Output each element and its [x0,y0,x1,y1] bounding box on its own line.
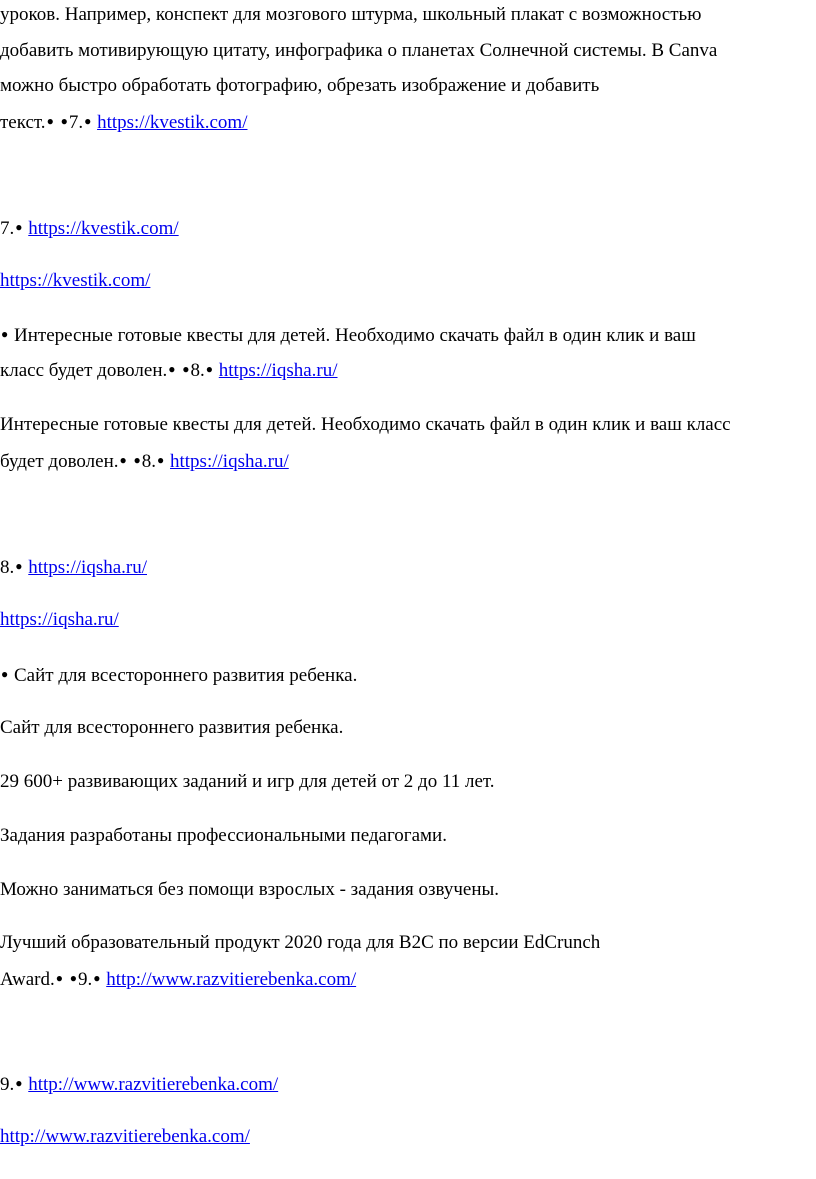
link-razvitierebenka[interactable]: http://www.razvitierebenka.com/ [106,969,357,990]
bullet-icon: ● [15,220,23,234]
paragraph-line: 29 600+ развивающих заданий и игр для детей от 2 до 11 лет. [0,771,495,792]
link-line [0,609,119,631]
bullet-icon: ● [69,971,77,985]
paragraph-line-with-link [0,967,356,991]
paragraph-line: уроков. Например, конспект для мозгового штурма, школьный плакат с возможностью [0,4,702,25]
paragraph-line: Можно заниматься без помощи взрослых - задания озвучены. [0,879,500,900]
paragraph-line-with-link [0,449,289,473]
bullet-icon: ● [15,559,23,573]
link-kvestik[interactable]: https://kvestik.com/ [0,270,151,291]
bullet-icon: ● [1,667,9,681]
list-number: 8. [141,451,156,472]
link-iqsha[interactable]: https://iqsha.ru/ [28,557,147,578]
bullet-icon: ● [15,1076,23,1090]
bullet-icon: ● [46,114,54,128]
bullet-icon: ● [168,362,176,376]
text: класс будет доволен. [0,360,168,381]
list-item [0,216,179,240]
text: текст. [0,112,46,133]
link-kvestik[interactable]: https://kvestik.com/ [28,218,179,239]
link-kvestik[interactable]: https://kvestik.com/ [97,112,248,133]
bullet-icon: ● [119,453,127,467]
link-razvitierebenka[interactable]: http://www.razvitierebenka.com/ [0,1126,250,1147]
bullet-icon: ● [205,362,214,376]
bullet-icon: ● [60,114,68,128]
link-iqsha[interactable]: https://iqsha.ru/ [0,609,119,630]
bullet-icon: ● [55,971,63,985]
bullet-line [0,323,696,347]
bullet-icon: ● [93,971,101,985]
bullet-icon: ● [84,114,92,128]
bullet-icon: ● [1,327,9,341]
bullet-icon: ● [157,453,165,467]
text: Award. [0,969,55,990]
paragraph-line-with-link [0,110,247,134]
list-number: 8. [0,557,15,578]
list-number: 7. [0,218,15,239]
paragraph-line: Задания разработаны профессиональными педагогами. [0,825,447,846]
link-line [0,1126,250,1148]
list-number: 9. [0,1074,15,1095]
link-iqsha[interactable]: https://iqsha.ru/ [170,451,289,472]
list-number: 7. [68,112,84,133]
list-number: 8. [190,360,205,381]
list-item [0,1072,278,1096]
paragraph-line-with-link [0,358,338,382]
link-line [0,270,150,292]
bullet-icon: ● [133,453,141,467]
link-iqsha[interactable]: https://iqsha.ru/ [218,360,338,381]
paragraph-line: добавить мотивирующую цитату, инфографика о планетах Солнечной системы. В Canva [0,40,718,61]
text: Интересные готовые квесты для детей. Необходимо скачать файл в один клик и ваш [14,325,696,346]
list-item [0,555,147,579]
bullet-line [0,663,357,687]
bullet-icon: ● [182,362,190,376]
link-razvitierebenka[interactable]: http://www.razvitierebenka.com/ [28,1074,279,1095]
paragraph-line: Сайт для всестороннего развития ребенка. [0,717,344,738]
paragraph-line: Интересные готовые квесты для детей. Необходимо скачать файл в один клик и ваш класс [0,414,731,435]
text: Сайт для всестороннего развития ребенка. [14,665,358,686]
list-number: 9. [77,969,93,990]
text: будет доволен. [0,451,119,472]
paragraph-line: можно быстро обработать фотографию, обрезать изображение и добавить [0,75,600,96]
paragraph-line: Лучший образовательный продукт 2020 года для B2C по версии EdCrunch [0,932,601,953]
